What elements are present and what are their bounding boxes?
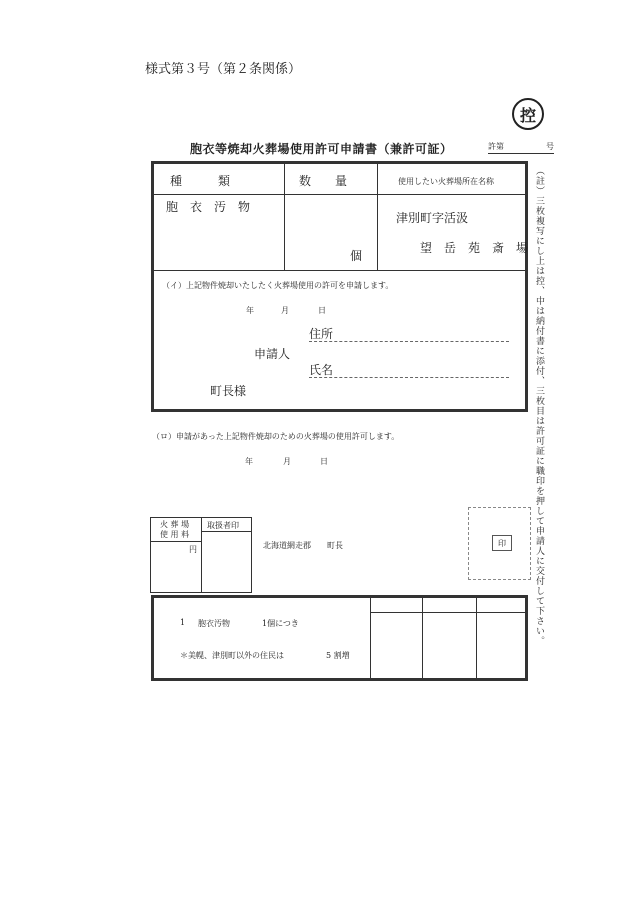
fee-label-1: 火 葬 場 — [160, 520, 190, 529]
side-note: （註）三枚複写にし上は控、中は納付書に添付、三枚目は許可証に職印を押して申請人に交付して下さい。 — [534, 166, 544, 646]
col-qty-header: 数 量 — [299, 174, 348, 188]
fee-label-2: 使 用 料 — [160, 530, 190, 539]
addressee: 町長様 — [210, 384, 247, 398]
item-name: 胞 衣 汚 物 — [166, 200, 251, 214]
fee-line1-item: 胞衣汚物 — [198, 619, 230, 628]
application-box — [151, 161, 528, 412]
perm-day: 日 — [320, 457, 328, 466]
name-label: 氏名 — [309, 363, 334, 377]
application-statement: （イ）上記物件焼却いたしたく火葬場使用の許可を申請します。 — [162, 281, 394, 290]
fee-line1-num: 1 — [180, 618, 186, 627]
app-day: 日 — [318, 306, 326, 315]
form-id: 様式第３号（第２条関係） — [145, 62, 302, 77]
hikae-stamp: 控 — [512, 98, 544, 130]
fee-line2-rate: 5 割増 — [326, 651, 350, 660]
perm-year: 年 — [245, 457, 253, 466]
qty-unit: 個 — [350, 249, 363, 263]
permit-suffix: 号 — [546, 142, 554, 151]
col-kind-header: 種 類 — [170, 174, 231, 188]
perm-month: 月 — [283, 457, 291, 466]
seal-mark: 印 — [492, 535, 512, 551]
fee-line2-note: ＊美幌、津別町以外の住民は — [180, 651, 284, 660]
fee-box — [150, 517, 252, 593]
address-label: 住所 — [309, 327, 334, 341]
fee-line1-rate: 1個につき — [262, 619, 299, 628]
form-title: 胞衣等焼却火葬場使用許可申請書（兼許可証） — [190, 142, 453, 156]
place-line2: 望 岳 苑 斎 場 — [420, 241, 529, 255]
issuer: 北海道網走郡 町長 — [263, 541, 343, 550]
place-line1: 津別町字活汲 — [396, 211, 469, 225]
permit-number — [488, 141, 554, 154]
col-place-header: 使用したい火葬場所在名称 — [398, 177, 494, 186]
app-year: 年 — [246, 306, 254, 315]
applicant-label: 申請人 — [254, 347, 291, 361]
app-month: 月 — [281, 306, 289, 315]
fee-schedule-box — [151, 595, 528, 681]
permission-statement: （ロ）申請があった上記物件焼却のための火葬場の使用許可します。 — [152, 432, 400, 441]
fee-unit: 円 — [189, 545, 197, 554]
permit-prefix: 許第 — [488, 142, 504, 151]
handler-seal-label: 取扱者印 — [207, 521, 239, 530]
